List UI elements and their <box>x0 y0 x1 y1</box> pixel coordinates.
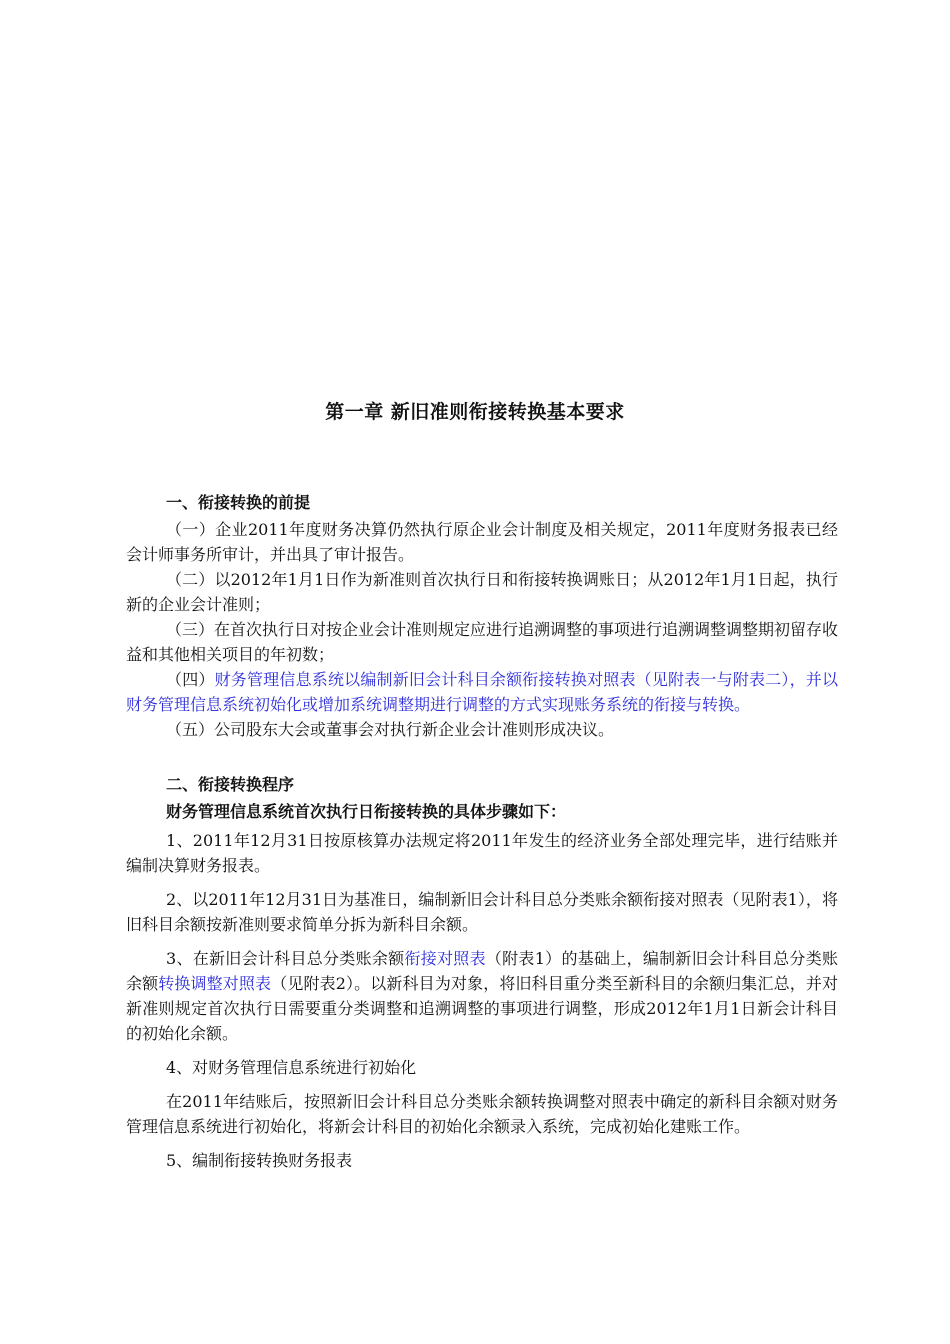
adjustment-table-link: 转换调整对照表 <box>158 974 272 993</box>
section-heading-procedure: 二、衔接转换程序 <box>166 775 295 794</box>
prerequisite-item-2: （二）以2012年1月1日作为新准则首次执行日和衔接转换调账日；从2012年1月1日起，执行新的企业会计准则； <box>126 570 838 614</box>
prerequisite-item-1: （一）企业2011年度财务决算仍然执行原企业会计制度及相关规定，2011年度财务报表已经会计师事务所审计，并出具了审计报告。 <box>126 520 838 564</box>
procedure-step-5: 5、编制衔接转换财务报表 <box>166 1151 353 1170</box>
chapter-title: 第一章 新旧准则衔接转换基本要求 <box>325 401 625 423</box>
document-body <box>126 490 838 1173</box>
prerequisite-item-3: （三）在首次执行日对按企业会计准则规定应进行追溯调整的事项进行追溯调整调整期初留存收益和其他相关项目的年初数； <box>126 620 839 664</box>
section-heading-prerequisites: 一、衔接转换的前提 <box>166 493 311 512</box>
procedure-subheading: 财务管理信息系统首次执行日衔接转换的具体步骤如下： <box>166 802 567 821</box>
procedure-step-2: 2、以2011年12月31日为基准日，编制新旧会计科目总分类账余额衔接对照表（见附表1），将旧科目余额按新准则要求简单分拆为新科目余额。 <box>126 890 838 934</box>
prerequisite-item-5: （五）公司股东大会或董事会对执行新企业会计准则形成决议。 <box>166 720 615 739</box>
procedure-step-4: 4、对财务管理信息系统进行初始化 <box>166 1058 417 1077</box>
procedure-step-3 <box>126 946 838 1046</box>
procedure-step-1: 1、2011年12月31日按原核算办法规定将2011年发生的经济业务全部处理完毕，进行结账并编制决算财务报表。 <box>126 831 838 875</box>
mapping-table-link: 衔接对照表 <box>404 949 486 968</box>
procedure-step-3-text-a: 3、在新旧会计科目总分类账余额 <box>166 949 405 968</box>
procedure-step-4-detail: 在2011年结账后，按照新旧会计科目总分类账余额转换调整对照表中确定的新科目余额对财务管理信息系统进行初始化，将新会计科目的初始化余额录入系统，完成初始化建账工作。 <box>126 1092 838 1136</box>
prerequisite-item-4 <box>126 667 838 717</box>
procedure-step-3-text-e: （见附表2）。以新科目为对象，将旧科目重分类至新科目的余额归集汇总，并对新准则规定首次执行日需要重分类调整和追溯调整的事项进行调整，形成2012年1月1日新会计科目的初始化余额。 <box>126 974 838 1043</box>
prerequisite-item-4-highlight: 财务管理信息系统以编制新旧会计科目余额衔接转换对照表（见附表一与附表二），并以财务管理信息系统初始化或增加系统调整期进行调整的方式实现账务系统的衔接与转换。 <box>126 670 838 714</box>
procedure-step-3-text-c: （附表1）的基础上，编制新旧会计科目总分类账余额 <box>126 949 838 993</box>
prerequisite-item-4-prefix: （四） <box>166 670 215 689</box>
